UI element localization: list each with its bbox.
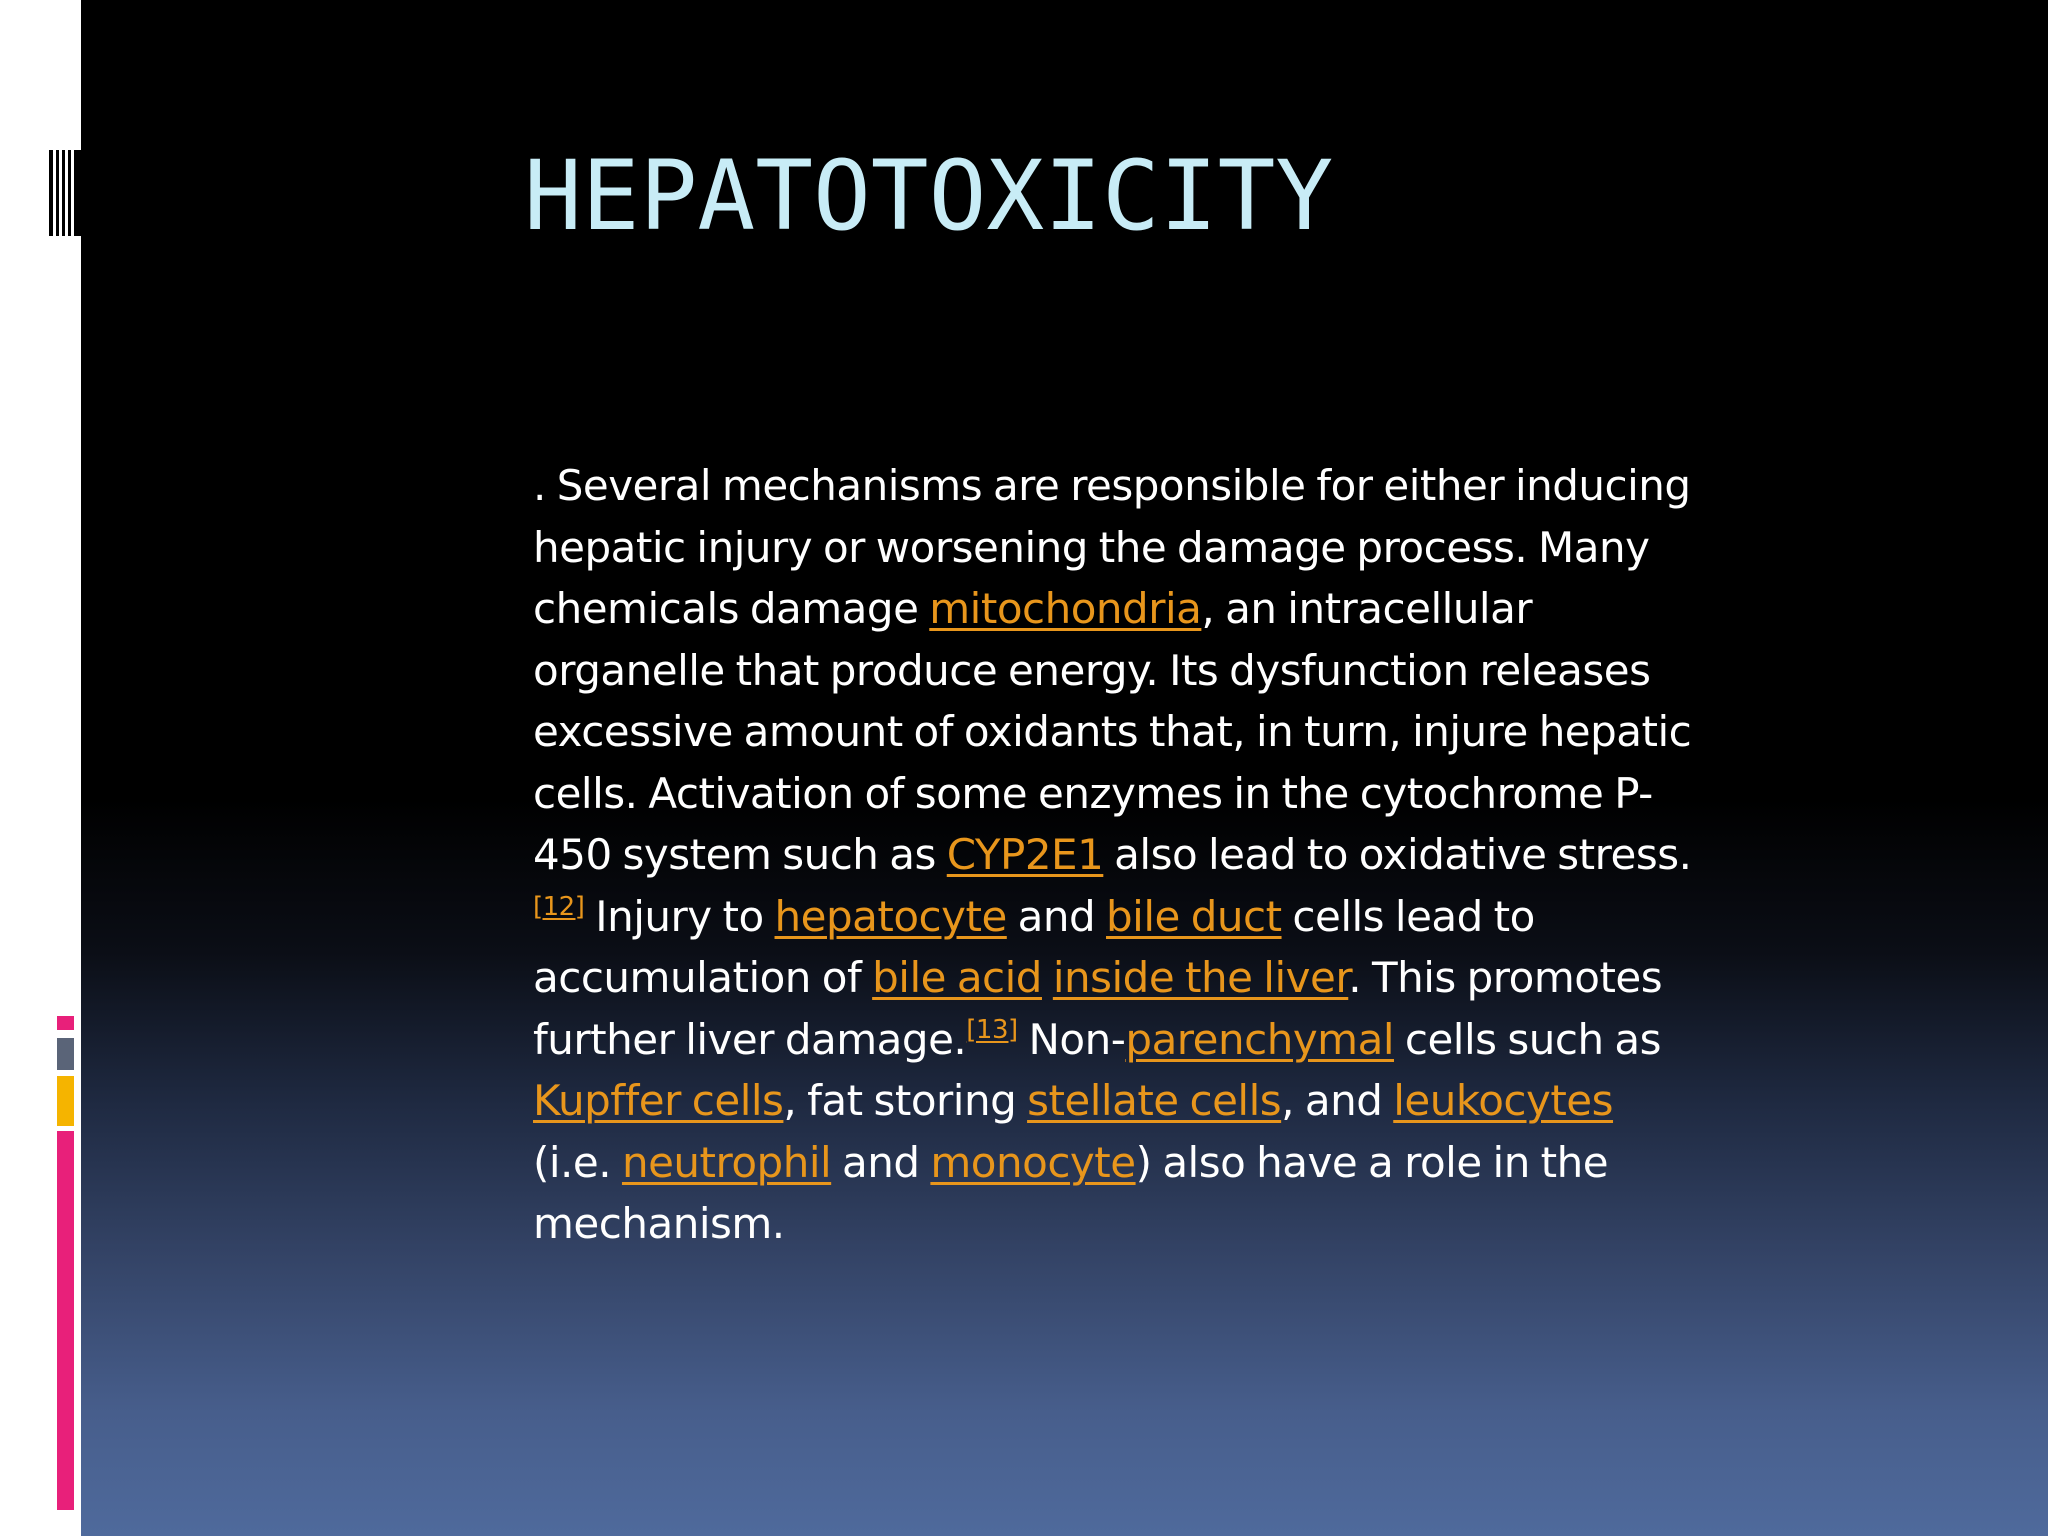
link-mitochondria[interactable]: mitochondria <box>929 584 1202 633</box>
body-text-segment: and <box>1006 891 1107 941</box>
link-kupffer-cells[interactable]: Kupffer cells <box>533 1076 784 1125</box>
accent-bar-pink-small <box>57 1016 74 1030</box>
body-text-segment: Injury to <box>584 891 775 941</box>
slide-title: HEPATOTOXICITY <box>524 140 1334 252</box>
body-text-segment: cells lead to accumulation of <box>533 891 1535 1002</box>
body-text-segment: Non- <box>1017 1014 1126 1064</box>
body-text-segment: (i.e. <box>533 1137 622 1187</box>
body-text-segment: ) also have a role in the mechanism. <box>533 1137 1609 1248</box>
stripe <box>56 150 59 236</box>
body-text-segment: . This promotes further liver damage. <box>533 953 1663 1064</box>
body-text-segment: , and <box>1281 1076 1394 1125</box>
stripe <box>62 150 65 236</box>
link-inside-the-liver[interactable]: inside the liver <box>1052 953 1349 1002</box>
accent-bar-pink-long <box>57 1131 74 1510</box>
body-text-segment: . Several mechanisms are responsible for either inducing hepatic injury or worsening the damage process. Many chemicals damage <box>533 461 1691 633</box>
body-text-segment: , fat storing <box>783 1076 1028 1125</box>
accent-bar-gold <box>57 1076 74 1126</box>
link-neutrophil[interactable]: neutrophil <box>621 1137 832 1187</box>
body-text-segment: , an intracellular organelle that produce energy. Its dysfunction releases excessive amount of oxidants that, in turn, injure hepatic cells. Activation of some enzymes in the cytochrome P-450 system such as <box>533 584 1692 879</box>
citation-12 <box>533 892 584 922</box>
citation-link-13[interactable]: [13] <box>966 1014 1018 1045</box>
body-text-segment: also lead to oxidative stress. <box>1103 830 1692 879</box>
stripe <box>68 150 71 236</box>
link-stellate-cells[interactable]: stellate cells <box>1027 1076 1282 1125</box>
citation-link-12[interactable]: [12] <box>533 891 585 922</box>
body-text-segment <box>1042 953 1053 1002</box>
body-paragraph <box>533 455 1693 1255</box>
stripe <box>74 150 81 236</box>
citation-13 <box>966 1015 1017 1045</box>
link-bile-acid[interactable]: bile acid <box>872 953 1042 1002</box>
link-hepatocyte[interactable]: hepatocyte <box>774 891 1007 941</box>
link-bile-duct[interactable]: bile duct <box>1106 891 1282 941</box>
accent-bar-slate <box>57 1038 74 1070</box>
body-text-segment: cells such as <box>1394 1014 1662 1064</box>
link-cyp2e1[interactable]: CYP2E1 <box>946 830 1104 879</box>
link-parenchymal[interactable]: parenchymal <box>1125 1014 1394 1064</box>
link-monocyte[interactable]: monocyte <box>930 1137 1136 1187</box>
body-text-segment: and <box>831 1137 931 1187</box>
link-leukocytes[interactable]: leukocytes <box>1393 1076 1614 1125</box>
stripe <box>49 150 53 236</box>
